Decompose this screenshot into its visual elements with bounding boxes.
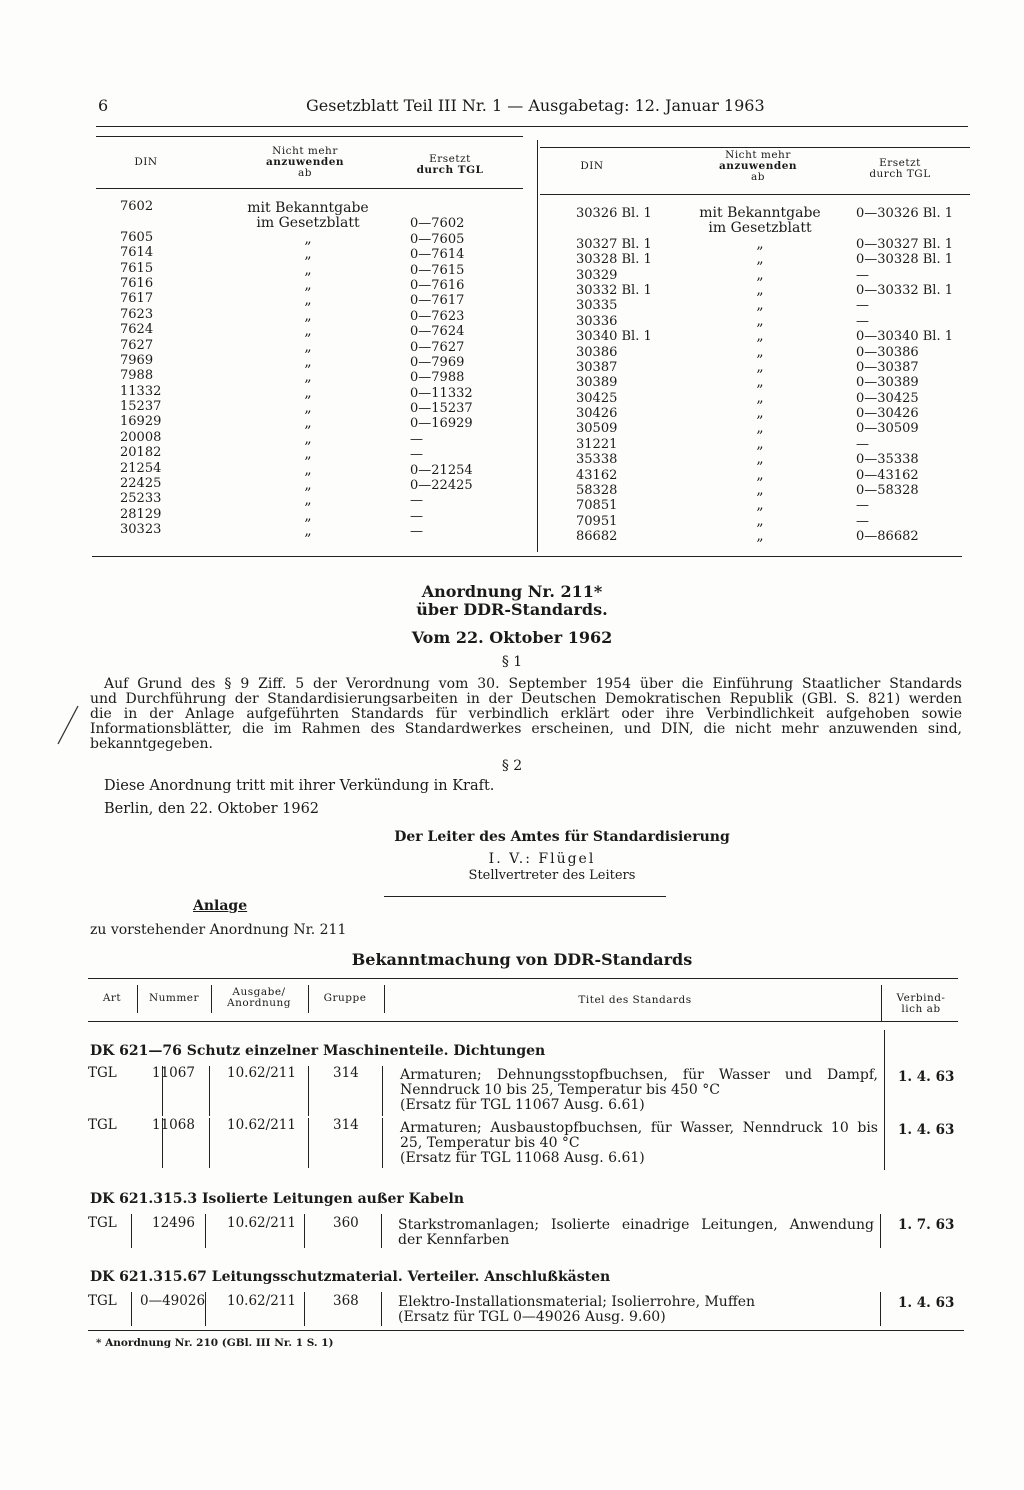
th-nicht-mehr <box>260 146 350 179</box>
paragraph-2: Diese Anordnung tritt mit ihrer Verkündung in Kraft. <box>104 778 495 794</box>
signer-role: Stellvertreter des Leiters <box>468 868 636 883</box>
cell-ausgabe: 10.62/211 <box>227 1293 296 1309</box>
th-line: ab <box>751 171 765 183</box>
left-tgl-column <box>410 201 500 540</box>
rule <box>96 136 523 137</box>
din-number: 7624 <box>120 322 154 338</box>
din-number: 7615 <box>120 260 154 276</box>
th-line: Ersetzt <box>429 153 471 165</box>
ab-value: „ <box>304 384 312 401</box>
signer-name: I. V.: Flügel <box>488 851 596 867</box>
page-number: 6 <box>98 96 109 115</box>
din-number: 11332 <box>120 383 162 399</box>
col-line <box>209 1066 210 1116</box>
paragraph-line: Auf Grund des § 9 Ziff. 5 der Verordnung vom 30. September 1954 über die Einführung Staatlicher Standards <box>104 676 962 692</box>
tgl-replacement: 0—7616 <box>410 277 465 293</box>
tgl-replacement: 0—86682 <box>856 529 919 545</box>
din-number: 7617 <box>120 291 154 307</box>
din-number: 58328 <box>576 483 618 499</box>
th-line: Verbind- <box>896 992 946 1004</box>
tgl-replacement: 0—30340 Bl. 1 <box>856 329 954 345</box>
th-line: ab <box>298 167 312 179</box>
din-number: 30326 Bl. 1 <box>576 206 652 221</box>
ab-value: „ <box>304 246 312 263</box>
col-line <box>308 1118 309 1168</box>
ab-value: im Gesetzblatt <box>256 215 360 232</box>
titel-line: (Ersatz für TGL 0—49026 Ausg. 9.60) <box>398 1309 666 1325</box>
cell-art: TGL <box>88 1215 117 1231</box>
ab-value: „ <box>304 461 312 478</box>
titel-line: Elektro-Installationsmaterial; Isolierrohre, Muffen <box>398 1294 756 1310</box>
din-number: 70951 <box>576 513 618 529</box>
ab-value: „ <box>304 261 312 278</box>
th-ersetzt <box>405 154 495 176</box>
rule <box>540 147 970 148</box>
titel-line: 25, Temperatur bis 40 °C <box>400 1135 580 1151</box>
col-line <box>881 985 882 1021</box>
cell-nummer: 0—49026 <box>140 1293 206 1309</box>
din-number: 20008 <box>120 429 162 445</box>
col-line <box>205 1214 206 1248</box>
ab-value: „ <box>756 266 764 283</box>
col-line <box>308 1066 309 1116</box>
din-number: 7605 <box>120 229 154 245</box>
din-number: 30426 <box>576 406 618 422</box>
signer-title: Der Leiter des Amtes für Standardisierung <box>394 829 730 845</box>
ab-value: „ <box>304 369 312 386</box>
th-titel: Titel des Standards <box>578 994 692 1006</box>
titel-line: (Ersatz für TGL 11068 Ausg. 6.61) <box>400 1150 645 1166</box>
tgl-replacement: — <box>410 447 423 463</box>
paragraph-1 <box>90 677 962 752</box>
titel-line: (Ersatz für TGL 11067 Ausg. 6.61) <box>400 1097 645 1113</box>
rule <box>540 194 970 195</box>
section-heading: DK 621.315.3 Isolierte Leitungen außer Kabeln <box>90 1191 465 1207</box>
tgl-replacement: — <box>410 508 423 524</box>
ab-value: „ <box>304 400 312 417</box>
ab-value: „ <box>304 292 312 309</box>
tgl-replacement: — <box>856 313 869 329</box>
th-line: durch TGL <box>869 168 931 180</box>
titel-line: Armaturen; Ausbaustopfbuchsen, für Wasser, Nenndruck 10 bis <box>400 1120 878 1136</box>
ab-value: „ <box>304 276 312 293</box>
th-ausgabe <box>214 987 304 1009</box>
tgl-replacement: 0—30425 <box>856 390 919 406</box>
tgl-replacement: 0—7623 <box>410 308 465 324</box>
ab-value: „ <box>304 507 312 524</box>
din-number: 20182 <box>120 445 162 461</box>
din-number <box>120 214 180 229</box>
cell-titel <box>398 1295 874 1325</box>
ordinance-subtitle: über DDR-Standards. <box>416 600 608 619</box>
rule <box>88 978 958 979</box>
din-number: 7627 <box>120 337 154 353</box>
din-number: 16929 <box>120 414 162 430</box>
ab-value: „ <box>756 482 764 499</box>
din-number: 30340 Bl. 1 <box>576 329 652 345</box>
ab-value: „ <box>756 297 764 314</box>
tgl-replacement: — <box>856 298 869 314</box>
tgl-replacement: 0—43162 <box>856 467 919 483</box>
tgl-replacement: 0—7605 <box>410 231 465 247</box>
right-tgl-column <box>856 206 966 545</box>
cell-verbindlich: 1. 4. 63 <box>898 1069 955 1085</box>
tgl-replacement: — <box>856 498 869 514</box>
col-line <box>382 1118 383 1168</box>
cell-titel <box>400 1068 878 1113</box>
col-line <box>308 985 309 1013</box>
th-line: Anordnung <box>227 997 291 1009</box>
ab-value: „ <box>756 420 764 437</box>
din-number: 15237 <box>120 399 162 415</box>
table-divider <box>537 140 538 552</box>
paragraph-line: Informationsblätter, die im Rahmen des Standardwerkes erscheinen, und DIN, die nicht mehr anzuwenden sind, <box>90 721 962 737</box>
ab-value: „ <box>756 466 764 483</box>
col-line <box>211 985 212 1013</box>
tgl-replacement: 0—58328 <box>856 483 919 499</box>
tgl-replacement: 0—30386 <box>856 344 919 360</box>
tgl-replacement: — <box>410 431 423 447</box>
cell-nummer: 11068 <box>152 1117 195 1133</box>
ab-value: „ <box>756 528 764 545</box>
ab-value: „ <box>304 446 312 463</box>
tgl-replacement: 0—7617 <box>410 293 465 309</box>
left-din-column <box>120 199 180 538</box>
ab-value: „ <box>304 477 312 494</box>
tgl-replacement <box>856 221 966 236</box>
tgl-replacement: 0—15237 <box>410 401 473 417</box>
din-number: 30328 Bl. 1 <box>576 252 652 268</box>
th-nummer: Nummer <box>148 992 200 1004</box>
din-number: 21254 <box>120 460 162 476</box>
cell-ausgabe: 10.62/211 <box>227 1215 296 1231</box>
din-number: 7969 <box>120 352 154 368</box>
cell-ausgabe: 10.62/211 <box>227 1065 296 1081</box>
cell-ausgabe: 10.62/211 <box>227 1117 296 1133</box>
din-number: 30389 <box>576 375 618 391</box>
table-bottom-rule <box>92 556 962 557</box>
th-line: anzuwenden <box>718 160 798 172</box>
ab-value: „ <box>756 281 764 298</box>
cell-verbindlich: 1. 4. 63 <box>898 1295 955 1311</box>
tgl-replacement: 0—22425 <box>410 478 473 494</box>
cell-gruppe: 360 <box>333 1215 359 1231</box>
din-number: 31221 <box>576 436 618 452</box>
din-number: 30332 Bl. 1 <box>576 282 652 298</box>
th-din: DIN <box>580 160 604 172</box>
left-ab-column <box>228 201 388 540</box>
din-number: 7602 <box>120 199 154 214</box>
tgl-replacement: 0—16929 <box>410 416 473 432</box>
ab-value: im Gesetzblatt <box>708 220 812 237</box>
col-line <box>304 1214 305 1248</box>
col-line <box>304 1292 305 1326</box>
ordinance-date: Vom 22. Oktober 1962 <box>411 628 613 647</box>
ab-value: „ <box>304 415 312 432</box>
ab-value: „ <box>756 405 764 422</box>
header-rule <box>96 126 968 127</box>
col-line <box>137 985 138 1013</box>
din-number: 7616 <box>120 275 154 291</box>
tgl-replacement: 0—11332 <box>410 385 473 401</box>
th-gruppe: Gruppe <box>323 992 367 1004</box>
ab-value: „ <box>304 230 312 247</box>
tgl-replacement: 0—7969 <box>410 354 465 370</box>
th-line: lich ab <box>901 1003 941 1015</box>
annex-bottom-rule <box>88 1330 964 1331</box>
ab-value: „ <box>304 323 312 340</box>
din-number: 86682 <box>576 529 618 545</box>
tgl-replacement: — <box>410 524 423 540</box>
tgl-replacement: 0—7615 <box>410 262 465 278</box>
th-verbindlich <box>884 993 958 1015</box>
place-date: Berlin, den 22. Oktober 1962 <box>104 801 320 817</box>
paragraph-line: und Durchführung der Standardisierungsarbeiten in der Deutschen Demokratischen Republik (GBl. S. 821) werden <box>90 691 962 707</box>
annex-label: Anlage <box>193 898 248 914</box>
col-line <box>880 1292 881 1326</box>
tgl-replacement: — <box>410 493 423 509</box>
ab-value: „ <box>304 353 312 370</box>
din-number: 7623 <box>120 306 154 322</box>
cell-gruppe: 314 <box>333 1065 359 1081</box>
right-din-column <box>576 206 666 545</box>
din-number <box>576 221 666 236</box>
tgl-replacement: 0—7627 <box>410 339 465 355</box>
ab-value: „ <box>756 312 764 329</box>
tgl-replacement: 0—35338 <box>856 452 919 468</box>
rule <box>88 1021 958 1022</box>
cell-art: TGL <box>88 1117 117 1133</box>
cell-titel <box>400 1121 878 1166</box>
ab-value: „ <box>756 497 764 514</box>
cell-art: TGL <box>88 1293 117 1309</box>
th-line: anzuwenden <box>265 156 345 168</box>
col-line <box>131 1292 132 1326</box>
col-line <box>884 1030 885 1170</box>
tgl-replacement: 0—30327 Bl. 1 <box>856 236 954 252</box>
cell-verbindlich: 1. 4. 63 <box>898 1122 955 1138</box>
right-ab-column <box>680 206 840 545</box>
ab-value: mit Bekanntgabe <box>699 205 821 221</box>
annex-heading: Bekanntmachung von DDR-Standards <box>351 950 693 969</box>
din-number: 30387 <box>576 359 618 375</box>
din-number: 30327 Bl. 1 <box>576 236 652 252</box>
din-number: 25233 <box>120 491 162 507</box>
tgl-replacement: 0—30426 <box>856 406 919 422</box>
tgl-replacement <box>410 201 500 216</box>
ab-value: „ <box>756 358 764 375</box>
din-number: 30425 <box>576 390 618 406</box>
din-number: 30335 <box>576 298 618 314</box>
din-number: 30386 <box>576 344 618 360</box>
tgl-replacement: 0—30332 Bl. 1 <box>856 282 954 298</box>
tgl-replacement: 0—7614 <box>410 247 465 263</box>
section-1-mark: § 1 <box>501 654 523 670</box>
annex-ref: zu vorstehender Anordnung Nr. 211 <box>90 922 347 938</box>
din-number: 70851 <box>576 498 618 514</box>
ab-value: „ <box>756 251 764 268</box>
th-din: DIN <box>134 156 158 168</box>
din-number: 43162 <box>576 467 618 483</box>
ab-value: „ <box>756 328 764 345</box>
paragraph-line: bekanntgegeben. <box>90 736 213 752</box>
din-number: 7614 <box>120 245 154 261</box>
section-heading: DK 621—76 Schutz einzelner Maschinenteile. Dichtungen <box>90 1043 546 1059</box>
th-art: Art <box>102 992 122 1004</box>
tgl-replacement: 0—30326 Bl. 1 <box>856 206 954 221</box>
titel-line: Armaturen; Dehnungsstopfbuchsen, für Wasser und Dampf, <box>400 1067 878 1083</box>
th-line: durch TGL <box>416 164 484 176</box>
titel-line: der Kennfarben <box>398 1232 510 1248</box>
section-heading: DK 621.315.67 Leitungsschutzmaterial. Verteiler. Anschlußkästen <box>90 1269 611 1285</box>
ab-value: „ <box>304 492 312 509</box>
tgl-replacement: 0—7624 <box>410 324 465 340</box>
titel-line: Starkstromanlagen; Isolierte einadrige Leitungen, Anwendung <box>398 1217 874 1233</box>
ordinance-title: Anordnung Nr. 211* <box>421 582 603 601</box>
col-line <box>205 1292 206 1326</box>
page-header-title: Gesetzblatt Teil III Nr. 1 — Ausgabetag: 12. Januar 1963 <box>306 96 765 115</box>
din-number: 7988 <box>120 368 154 384</box>
ab-value: „ <box>756 235 764 252</box>
din-number: 30329 <box>576 267 618 283</box>
signature-rule <box>384 896 666 897</box>
th-line: Nicht mehr <box>272 145 338 157</box>
col-line <box>131 1214 132 1248</box>
cell-gruppe: 368 <box>333 1293 359 1309</box>
titel-line: Nenndruck 10 bis 25, Temperatur bis 450 °C <box>400 1082 720 1098</box>
tgl-replacement: 0—30389 <box>856 375 919 391</box>
din-number: 30336 <box>576 313 618 329</box>
tgl-replacement: 0—30509 <box>856 421 919 437</box>
col-line <box>381 1292 382 1326</box>
din-number: 30323 <box>120 522 162 538</box>
cell-verbindlich: 1. 7. 63 <box>898 1217 955 1233</box>
din-number: 28129 <box>120 506 162 522</box>
footnote: * Anordnung Nr. 210 (GBl. III Nr. 1 S. 1) <box>96 1337 334 1349</box>
ab-value: „ <box>304 523 312 540</box>
ab-value: „ <box>756 451 764 468</box>
col-line <box>381 1214 382 1248</box>
cell-nummer: 11067 <box>152 1065 195 1081</box>
ab-value: „ <box>756 343 764 360</box>
ab-value: „ <box>304 338 312 355</box>
ab-value: „ <box>304 430 312 447</box>
din-number: 35338 <box>576 452 618 468</box>
cell-nummer: 12496 <box>152 1215 195 1231</box>
tgl-replacement: 0—7988 <box>410 370 465 386</box>
tgl-replacement: — <box>856 436 869 452</box>
ab-value: „ <box>756 374 764 391</box>
ab-value: „ <box>756 512 764 529</box>
section-2-mark: § 2 <box>501 758 523 774</box>
tgl-replacement: 0—30387 <box>856 359 919 375</box>
col-line <box>880 1214 881 1248</box>
th-line: Ersetzt <box>879 157 921 169</box>
din-number: 30509 <box>576 421 618 437</box>
th-line: Nicht mehr <box>725 149 791 161</box>
margin-slash-mark <box>56 704 80 746</box>
col-line <box>382 1066 383 1116</box>
tgl-replacement: 0—30328 Bl. 1 <box>856 252 954 268</box>
tgl-replacement: — <box>856 267 869 283</box>
tgl-replacement: 0—7602 <box>410 216 465 232</box>
paragraph-line: die in der Anlage aufgeführten Standards für verbindlich erklärt oder ihre Verbindlichkeit aufgehoben sowie <box>90 706 962 722</box>
col-line <box>384 985 385 1013</box>
th-ersetzt <box>855 158 945 180</box>
cell-titel <box>398 1218 874 1248</box>
ab-value: „ <box>756 435 764 452</box>
tgl-replacement: — <box>856 513 869 529</box>
th-line: Ausgabe/ <box>232 986 286 998</box>
tgl-replacement: 0—21254 <box>410 462 473 478</box>
ab-value: „ <box>304 307 312 324</box>
ab-value: „ <box>756 389 764 406</box>
cell-art: TGL <box>88 1065 117 1081</box>
col-line <box>209 1118 210 1168</box>
rule <box>96 188 523 189</box>
th-nicht-mehr <box>713 150 803 183</box>
ab-value: mit Bekanntgabe <box>247 200 369 216</box>
din-number: 22425 <box>120 476 162 492</box>
cell-gruppe: 314 <box>333 1117 359 1133</box>
